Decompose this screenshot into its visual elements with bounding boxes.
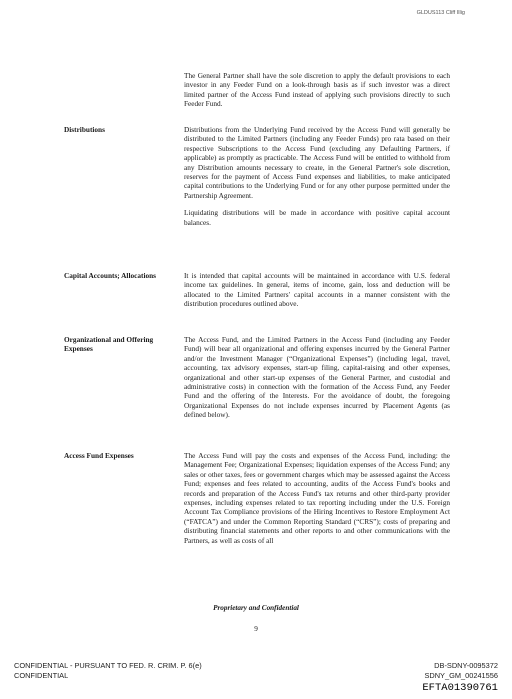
section-label: Distributions bbox=[64, 125, 105, 134]
section-body bbox=[184, 451, 450, 545]
document-id: GLDUS113 Cliff Illig bbox=[416, 10, 465, 16]
section-label: Access Fund Expenses bbox=[64, 451, 134, 460]
legal-notice-left bbox=[14, 661, 202, 681]
legal-line: DB-SDNY-0095372 bbox=[434, 661, 498, 670]
section-body bbox=[184, 271, 450, 309]
paragraph: Liquidating distributions will be made in accordance with positive capital account balances. bbox=[184, 208, 450, 227]
section-label: Organizational and Offering Expenses bbox=[64, 335, 154, 354]
legal-line: CONFIDENTIAL bbox=[14, 671, 69, 680]
paragraph: The General Partner shall have the sole discretion to apply the default provisions to each investor in any Feeder Fund on a look-through basis as if such investor was a direct limited partner of the Access Fund instead of applying such provisions directly to such Feeder Fund. bbox=[184, 71, 450, 109]
legal-line: CONFIDENTIAL - PURSUANT TO FED. R. CRIM. P. 6(e) bbox=[14, 661, 202, 670]
legal-notice-right bbox=[424, 661, 498, 681]
section-body bbox=[184, 71, 450, 109]
bates-number: EFTA01390761 bbox=[422, 682, 498, 694]
paragraph: The Access Fund will pay the costs and expenses of the Access Fund, including: the Management Fee; Organizational Expenses; liquidation expenses of the Access Fund; any sales or other taxes, fees or government charges which may be assessed against the Access Fund; expenses and fees related to accounting, audits of the Access Fund's books and records and preparation of the Access Fund's tax returns and other third-party provider expenses, including expenses related to tax reporting including under the U.S. Foreign Account Tax Compliance provisions of the Hiring Incentives to Restore Employment Act (“FATCA”) and under the Common Reporting Standard (“CRS”); costs of preparing and distributing financial statements and other reports to and other communications with the Partners, as well as costs of all bbox=[184, 451, 450, 545]
confidential-footer: Proprietary and Confidential bbox=[213, 604, 299, 612]
legal-line: SDNY_GM_00241556 bbox=[424, 671, 498, 680]
section-label: Capital Accounts; Allocations bbox=[64, 271, 157, 280]
page-number: 9 bbox=[254, 625, 258, 633]
paragraph: Distributions from the Underlying Fund received by the Access Fund will generally be distributed to the Limited Partners (including any Feeder Funds) pro rata based on their respective Subscriptions to the Access Fund (excluding any Defaulting Partners, if applicable) as promptly as practicable. The Access Fund will be entitled to withhold from any Distribution amounts necessary to create, in the General Partner's sole discretion, reserves for the payment of Access Fund expenses and liabilities, to make anticipated capital contributions to the Underlying Fund or for any other purpose permitted under the Partnership Agreement. bbox=[184, 125, 450, 200]
section-body bbox=[184, 335, 450, 420]
section-body bbox=[184, 125, 450, 227]
paragraph: It is intended that capital accounts will be maintained in accordance with U.S. federal income tax guidelines. In general, items of income, gain, loss and deduction will be allocated to the Limited Partners' capital accounts in a manner consistent with the distribution procedures outlined above. bbox=[184, 271, 450, 309]
paragraph: The Access Fund, and the Limited Partners in the Access Fund (including any Feeder Fund) will bear all organizational and offering expenses incurred by the General Partner and/or the Investment Manager (“Organizational Expenses”) (including legal, travel, accounting, tax advisory expenses, start-up filing, capital-raising and other expenses, organizational and other start-up expenses of the General Partner, and custodial and administrative costs) in connection with the formation of the Access Fund, any Feeder Fund and the offering of the Interests. For the avoidance of doubt, the foregoing Organizational Expenses do not include expenses incurred by Placement Agents (as defined below). bbox=[184, 335, 450, 420]
